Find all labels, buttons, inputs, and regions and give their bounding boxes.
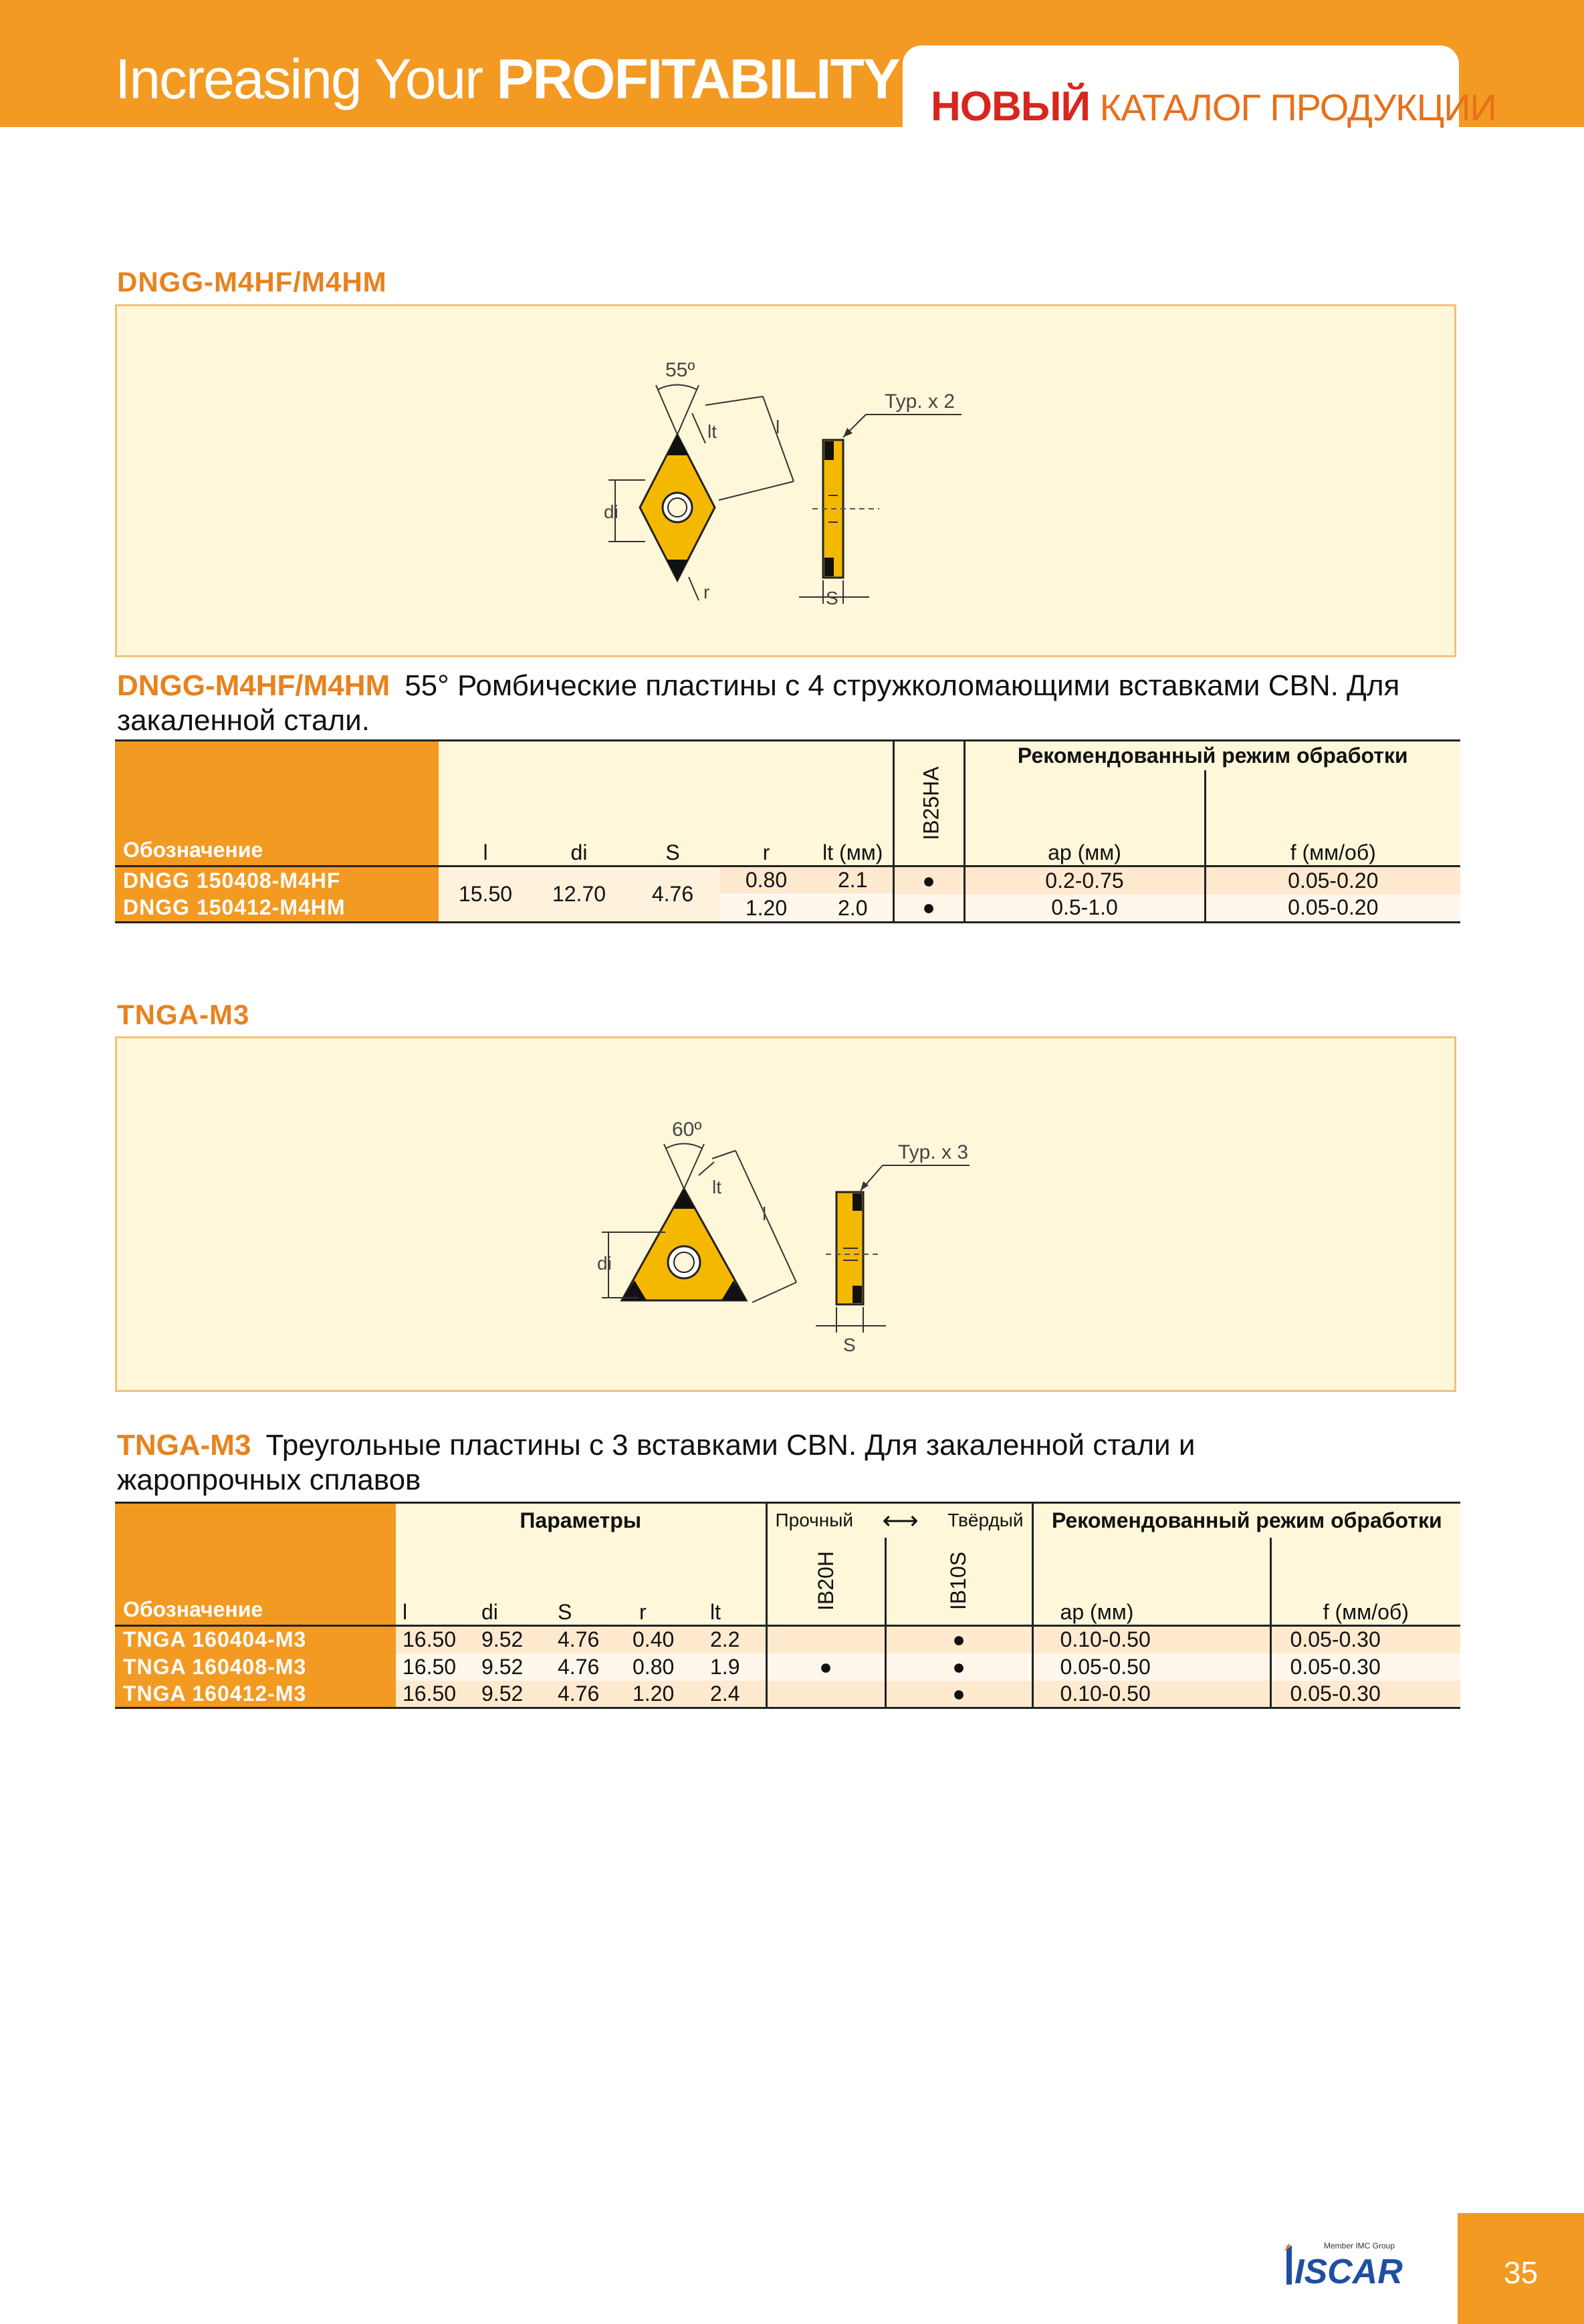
svg-text:l: l: [762, 1203, 767, 1224]
col-header-ap: ap (мм): [1032, 1538, 1270, 1626]
diagram-dngg: [115, 304, 1456, 657]
col-header-rec: Рекомендованный режим обработки: [1032, 1503, 1460, 1538]
svg-text:60º: 60º: [672, 1119, 702, 1141]
table-row: TNGA 160412-M3 16.50 9.52 4.76 1.20 2.4 ● 0.10-0.50 0.05-0.30: [115, 1681, 1460, 1708]
iscar-logo-icon: [1284, 2236, 1421, 2290]
svg-text:Typ. x 3: Typ. x 3: [898, 1141, 969, 1163]
col-header-grade1: IB20H: [766, 1538, 885, 1626]
col-header-di: di: [472, 1538, 548, 1626]
svg-text:Member IMC Group: Member IMC Group: [1324, 2241, 1395, 2250]
col-header-params: Параметры: [396, 1503, 766, 1538]
col-header-grade: IB25HA: [893, 741, 964, 866]
col-header-code: Обозначение: [115, 1503, 396, 1626]
svg-text:S: S: [826, 588, 838, 608]
section-title-tnga: TNGA-M3: [117, 999, 250, 1030]
tnga-drawing: [117, 1038, 1454, 1390]
col-header-l: l: [396, 1538, 472, 1626]
svg-text:l: l: [776, 417, 780, 437]
table-tnga: [115, 1502, 1460, 1709]
col-header-f: f (мм/об): [1270, 1538, 1460, 1626]
col-header-r: r: [625, 1538, 697, 1626]
page-number: 35: [1503, 2255, 1539, 2290]
col-header-f: f (мм/об): [1205, 770, 1460, 866]
col-header-ap: ap (мм): [964, 770, 1205, 866]
svg-text:di: di: [604, 501, 618, 522]
rhombus-insert-icon: [640, 435, 715, 580]
col-header-tough-hard: Прочный ⟷ Твёрдый: [766, 1503, 1032, 1538]
col-header-lt: lt: [697, 1538, 766, 1626]
diagram-tnga: [115, 1036, 1456, 1392]
svg-text:lt: lt: [707, 421, 717, 442]
table-row: DNGG 150408-M4HF 15.50 12.70 4.76 0.80 2.1 ● 0.2-0.75 0.05-0.20: [115, 866, 1460, 895]
section-title-dngg: DNGG-M4HF/M4HM: [117, 266, 387, 298]
iscar-logo: [1284, 2236, 1421, 2290]
col-header-code: Обозначение: [115, 741, 439, 866]
svg-text:55º: 55º: [665, 359, 695, 381]
page-number-box: [1458, 2213, 1584, 2324]
svg-text:di: di: [597, 1253, 612, 1274]
svg-text:Typ. x 2: Typ. x 2: [885, 390, 955, 413]
col-header-r: r: [719, 741, 813, 866]
table-row: DNGG 150412-M4HM 1.20 2.0 ● 0.5-1.0 0.05-0.20: [115, 895, 1460, 923]
section2-description: TNGA-M3 Треугольные пластины с 3 вставками CBN. Для закаленной стали и жаропрочных сплавов: [117, 1429, 1196, 1496]
col-header-s: S: [548, 1538, 625, 1626]
page-header: [0, 0, 1584, 130]
header-catalog-tab: [903, 45, 1496, 130]
col-header-lt: lt (мм): [813, 741, 893, 866]
col-header-s: S: [626, 741, 719, 866]
catalog-title: НОВЫЙ КАТАЛОГ ПРОДУКЦИИ: [931, 84, 1496, 130]
side-view-icon: [812, 440, 879, 578]
dngg-drawing: [117, 306, 1454, 655]
svg-text:ISCAR: ISCAR: [1294, 2252, 1403, 2290]
svg-text:S: S: [843, 1334, 856, 1355]
double-arrow-icon: ⟷: [882, 1506, 919, 1535]
col-header-di: di: [532, 741, 626, 866]
side-view-icon: [826, 1192, 879, 1304]
col-header-rec: Рекомендованный режим обработки: [964, 741, 1460, 770]
col-header-grade2: IB10S: [885, 1538, 1032, 1626]
svg-text:lt: lt: [712, 1177, 721, 1197]
triangle-insert-icon: [622, 1189, 746, 1300]
header-slogan: Increasing Your PROFITABILITY: [115, 47, 899, 110]
table-row: TNGA 160408-M3 16.50 9.52 4.76 0.80 1.9 ● ● 0.05-0.50 0.05-0.30: [115, 1653, 1460, 1681]
section1-description: DNGG-M4HF/M4HM 55° Ромбические пластины с 4 стружколомающими вставками CBN. Для закаленной стали.: [117, 669, 1400, 737]
col-header-l: l: [439, 741, 532, 866]
table-row: TNGA 160404-M3 16.50 9.52 4.76 0.40 2.2 ● 0.10-0.50 0.05-0.30: [115, 1626, 1460, 1653]
table-dngg: [115, 739, 1460, 923]
svg-text:r: r: [703, 582, 710, 602]
